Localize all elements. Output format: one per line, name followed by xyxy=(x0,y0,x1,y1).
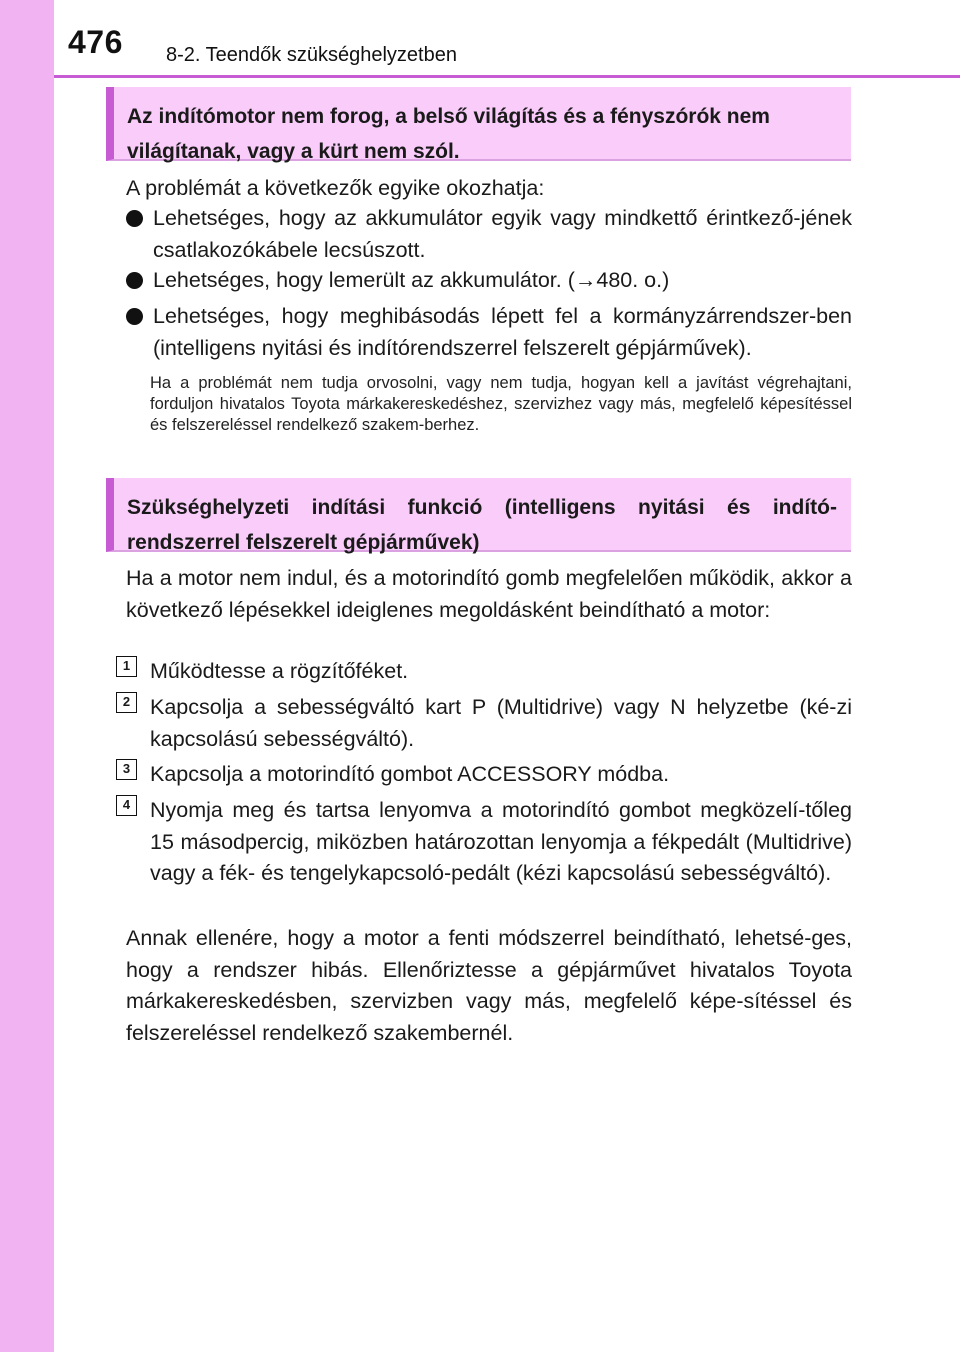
step-text: Nyomja meg és tartsa lenyomva a motorindító gombot megközelí-tőleg 15 másodpercig, miközben határozottan lenyomja a fékpedált (Multidrive) vagy a fék- és tengelykapcsoló-pedált (kézi kapcsolású sebességváltó). xyxy=(150,798,852,885)
bullet-dot-icon xyxy=(126,272,143,289)
header-rule xyxy=(54,75,960,78)
page-number: 476 xyxy=(68,24,123,60)
bullet-item xyxy=(126,301,852,364)
intro-emergency-start: Ha a motor nem indul, és a motorindító gomb megfelelően működik, akkor a következő lépésekkel ideiglenes megoldásként beindítható a motor: xyxy=(126,566,852,622)
step-item xyxy=(116,795,852,890)
service-note: Ha a problémát nem tudja orvosolni, vagy nem tudja, hogyan kell a javítást végrehajtani, forduljon hivatalos Toyota márkakereskedéshez, szervizhez vagy más, megfelelő képesítéssel és felszereléssel rendelkező szakem-berhez. xyxy=(150,374,852,434)
step-text: Kapcsolja a sebességváltó kart P (Multidrive) vagy N helyzetbe (ké-zi kapcsolású sebességváltó). xyxy=(150,695,852,751)
bullet-item xyxy=(126,203,852,266)
bullet-text: Lehetséges, hogy meghibásodás lépett fel a kormányzárrendszer-ben (intelligens nyitási és indítórendszerrel felszerelt gépjárművek). xyxy=(153,304,852,360)
step-number-badge: 2 xyxy=(116,692,137,713)
heading-starter-not-turning: Az indítómotor nem forog, a belső világítás és a fényszórók nem világítanak, vagy a kürt nem szól. xyxy=(106,87,851,161)
section-title: 8-2. Teendők szükséghelyzetben xyxy=(166,44,457,66)
step-number-badge: 1 xyxy=(116,656,137,677)
intro-causes: A problémát a következők egyike okozhatja: xyxy=(126,176,545,200)
step-item xyxy=(116,759,852,791)
step-number-badge: 4 xyxy=(116,795,137,816)
heading-emergency-start: Szükséghelyzeti indítási funkció (intelligens nyitási és indító-rendszerrel felszerelt gépjárművek) xyxy=(106,478,851,552)
step-item xyxy=(116,692,852,755)
bullet-text: Lehetséges, hogy lemerült az akkumulátor. (→480. o.) xyxy=(153,268,670,292)
step-number-badge: 3 xyxy=(116,759,137,780)
closing-paragraph: Annak ellenére, hogy a motor a fenti módszerrel beindítható, lehetsé-ges, hogy a rendszer hibás. Ellenőriztesse a gépjárművet hivatalos Toyota márkakereskedésben, szervizben vagy más, megfelelő képe-sítéssel és felszereléssel rendelkező szakembernél. xyxy=(126,926,852,1045)
step-item xyxy=(116,656,852,688)
step-text: Működtesse a rögzítőféket. xyxy=(150,659,409,683)
bullet-text: Lehetséges, hogy az akkumulátor egyik vagy mindkettő érintkező-jének csatlakozókábele lecsúszott. xyxy=(153,206,852,262)
bullet-dot-icon xyxy=(126,308,143,325)
bullet-item xyxy=(126,265,852,297)
side-color-strip xyxy=(0,0,54,1352)
bullet-dot-icon xyxy=(126,210,143,227)
step-text: Kapcsolja a motorindító gombot ACCESSORY módba. xyxy=(150,762,670,786)
